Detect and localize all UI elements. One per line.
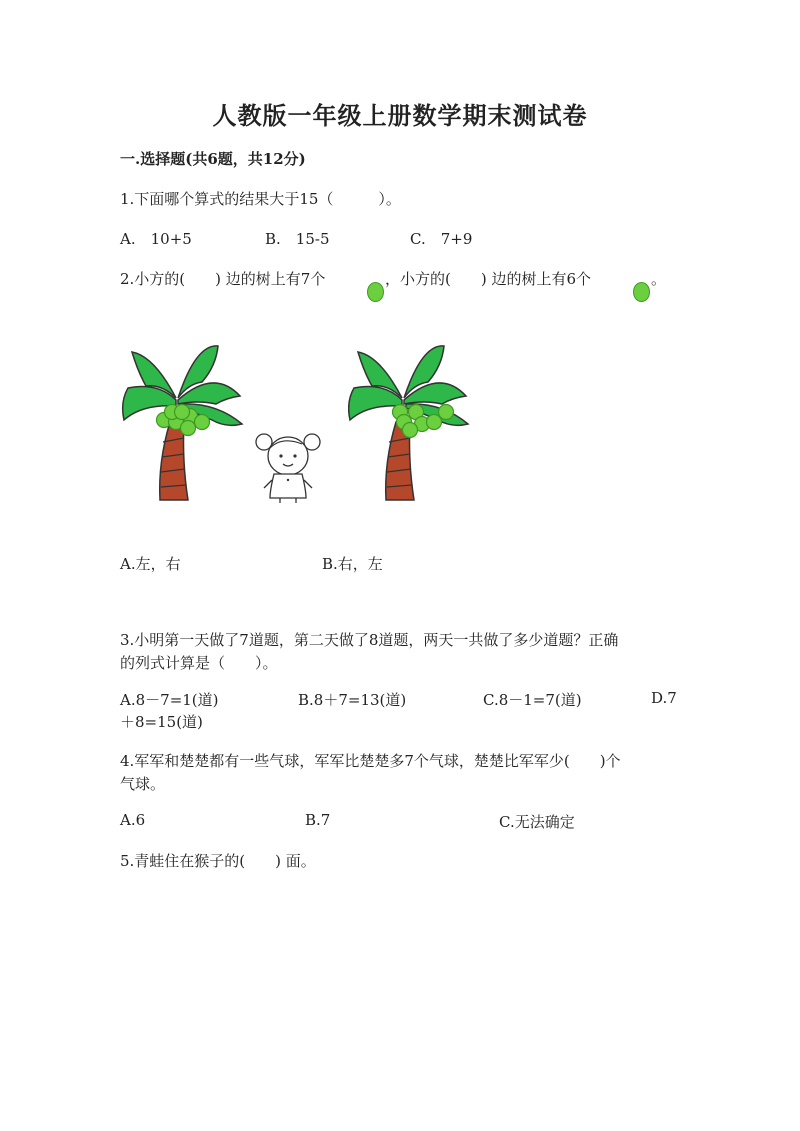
q1-option-c: C. 7+9 (410, 230, 473, 248)
q3-option-d: D.7 (651, 689, 677, 707)
coconut-icon (633, 282, 650, 302)
q1-option-a: A. 10+5 (120, 230, 192, 248)
q3-option-a: A.8－7=1(道) (120, 691, 219, 709)
question-3-line1: 3.小明第一天做了7道题，第二天做了8道题，两天一共做了多少道题？正确 (120, 631, 619, 649)
q3-option-d-continued: ＋8=15(道) (120, 713, 203, 731)
palm-tree-right-image (348, 342, 478, 504)
question-5: 5.青蛙住在猴子的( ) 面。 (120, 852, 316, 870)
page-title: 人教版一年级上册数学期末测试卷 (212, 101, 588, 130)
q2-option-a: A.左，右 (120, 555, 181, 573)
question-3-line2: 的列式计算是（ ）。 (120, 654, 278, 672)
question-2-part3: 。 (651, 270, 667, 288)
palm-tree-left-image (118, 342, 248, 504)
coconut-icon (367, 282, 384, 302)
q1-option-b: B. 15-5 (265, 230, 330, 248)
question-2-part2: ，小方的( ) 边的树上有6个 (385, 270, 592, 288)
question-4-line2: 气球。 (120, 775, 166, 793)
q3-option-b: B.8＋7=13(道) (298, 691, 407, 709)
q4-option-a: A.6 (120, 811, 146, 829)
q4-option-c: C.无法确定 (499, 813, 575, 831)
question-2-part1: 2.小方的( ) 边的树上有7个 (120, 270, 326, 288)
question-1: 1.下面哪个算式的结果大于15（ ）。 (120, 190, 401, 208)
question-4-line1: 4.军军和楚楚都有一些气球，军军比楚楚多7个气球，楚楚比军军少( )个 (120, 752, 621, 770)
section-heading: 一.选择题(共6题，共12分) (120, 150, 306, 168)
q3-option-c: C.8－1=7(道) (483, 691, 582, 709)
q4-option-b: B.7 (305, 811, 331, 829)
q2-option-b: B.右，左 (322, 555, 383, 573)
girl-image (252, 428, 324, 504)
